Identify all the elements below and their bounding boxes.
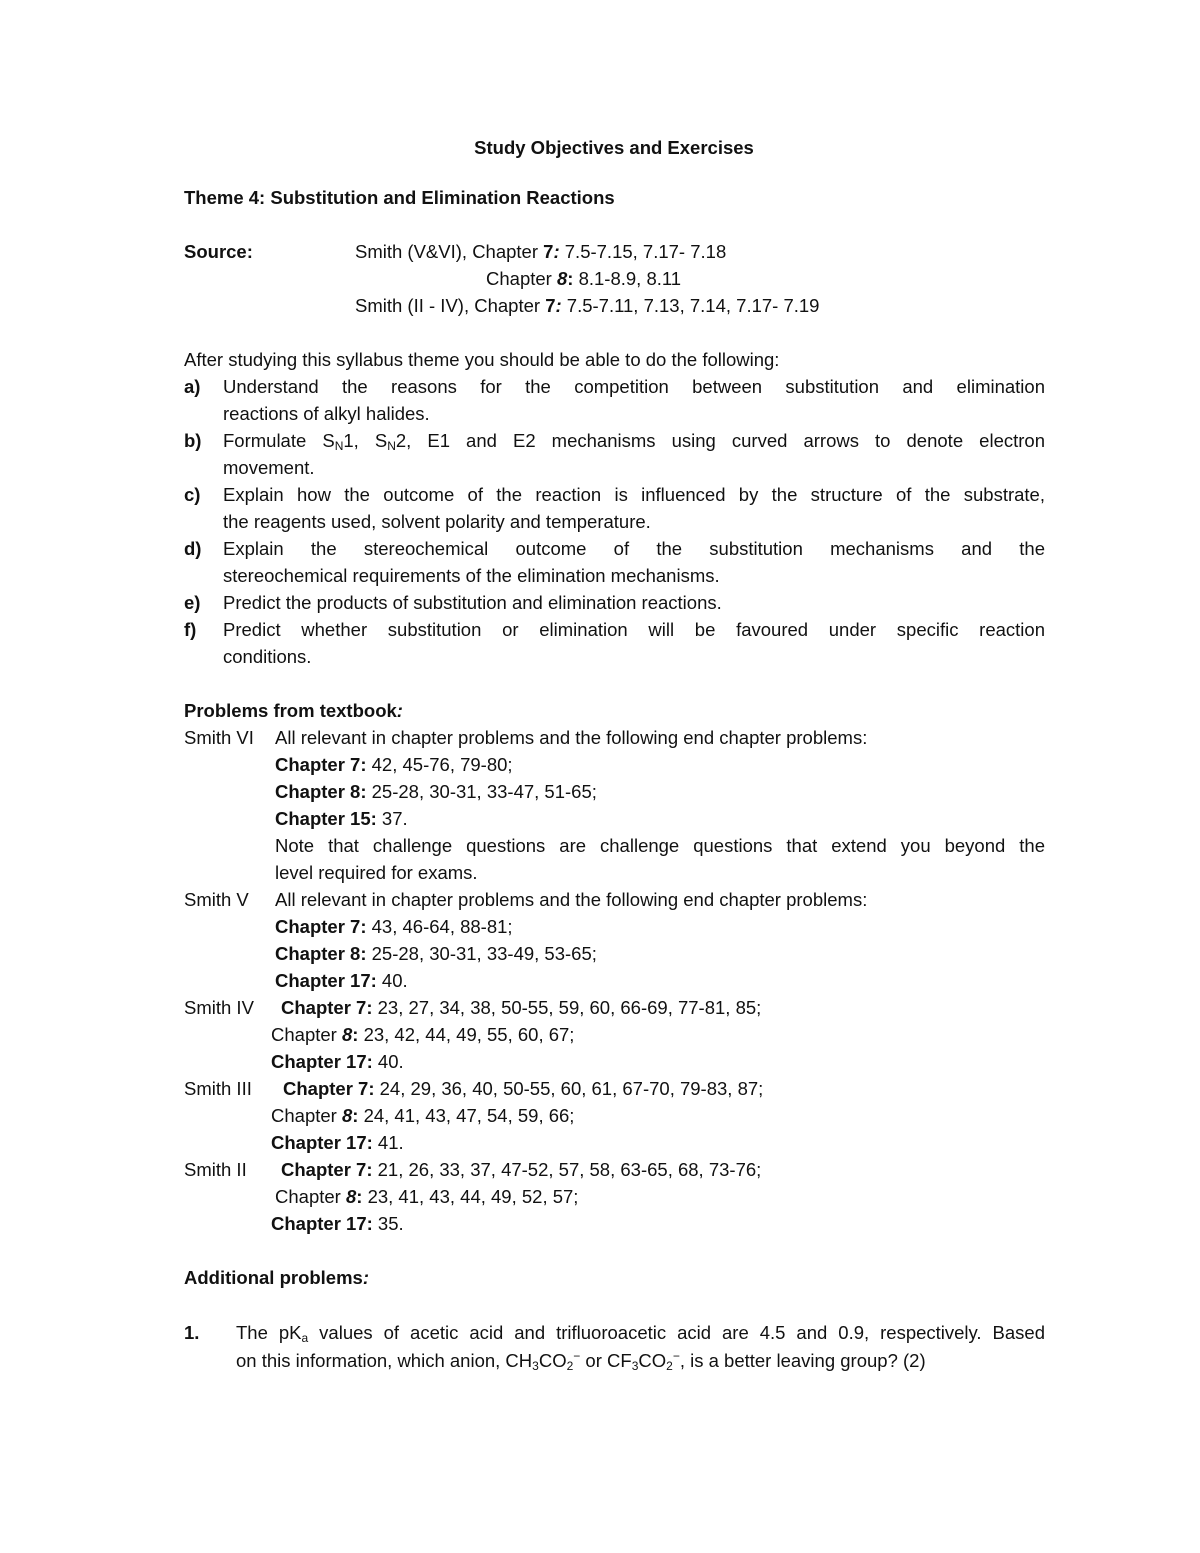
- problem-number: 1.: [184, 1322, 200, 1343]
- edition-label: Smith VI: [184, 727, 254, 748]
- note-text: level required for exams.: [275, 862, 478, 883]
- objective-letter: b): [184, 430, 202, 451]
- chapter-line: Chapter 8: 25-28, 30-31, 33-47, 51-65;: [275, 781, 597, 802]
- chapter-line: Chapter 7: 24, 29, 36, 40, 50-55, 60, 61, 67-70, 79-83, 87;: [283, 1078, 764, 1099]
- objective-text: reactions of alkyl halides.: [223, 403, 430, 424]
- objective-text: Predict the products of substitution and elimination reactions.: [223, 592, 722, 613]
- objective-text: movement.: [223, 457, 315, 478]
- edition-label: Smith IV: [184, 997, 254, 1018]
- edition-label: Smith V: [184, 889, 249, 910]
- objective-letter: f): [184, 619, 197, 640]
- objective-letter: e): [184, 592, 201, 613]
- chapter-line: Chapter 15: 37.: [275, 808, 408, 829]
- objective-letter: d): [184, 538, 202, 559]
- objective-text: Formulate $S_N1$, $S_N2$, E1 and E2 mechanisms using curved arrows to denote electron: [223, 430, 1045, 453]
- objective-letter: a): [184, 376, 201, 397]
- problems-heading: Problems from textbook:: [184, 700, 403, 721]
- additional-heading: Additional problems:: [184, 1267, 370, 1288]
- source-line-3: Smith (II - IV), Chapter 7: 7.5-7.11, 7.13, 7.14, 7.17- 7.19: [355, 295, 820, 316]
- theme-heading: Theme 4: Substitution and Elimination Reactions: [184, 187, 615, 208]
- objective-text: the reagents used, solvent polarity and temperature.: [223, 511, 651, 532]
- objective-text: Predict whether substitution or elimination will be favoured under specific reaction: [223, 619, 1045, 640]
- edition-intro: All relevant in chapter problems and the following end chapter problems:: [275, 889, 868, 910]
- edition-intro: All relevant in chapter problems and the following end chapter problems:: [275, 727, 868, 748]
- chapter-line: Chapter 7: 21, 26, 33, 37, 47-52, 57, 58, 63-65, 68, 73-76;: [281, 1159, 762, 1180]
- objectives-intro: After studying this syllabus theme you should be able to do the following:: [184, 349, 780, 370]
- source-label: Source:: [184, 241, 253, 262]
- chapter-line: Chapter 8: 23, 42, 44, 49, 55, 60, 67;: [271, 1024, 575, 1045]
- objective-letter: c): [184, 484, 201, 505]
- source-line-1: Smith (V&VI), Chapter 7: 7.5-7.15, 7.17- 7.18: [355, 241, 727, 262]
- edition-label: Smith III: [184, 1078, 252, 1099]
- chapter-line: Chapter 17: 41.: [271, 1132, 404, 1153]
- chapter-line: Chapter 7: 42, 45-76, 79-80;: [275, 754, 513, 775]
- problem-text: The $pK_a$ values of acetic acid and trifluoroacetic acid are 4.5 and 0.9, respectively. Based: [236, 1322, 1045, 1345]
- objective-text: conditions.: [223, 646, 312, 667]
- chapter-line: Chapter 8: 23, 41, 43, 44, 49, 52, 57;: [275, 1186, 579, 1207]
- chapter-line: Chapter 17: 40.: [271, 1051, 404, 1072]
- source-line-2: Chapter 8: 8.1-8.9, 8.11: [486, 268, 682, 289]
- chapter-line: Chapter 8: 25-28, 30-31, 33-49, 53-65;: [275, 943, 597, 964]
- note-text: Note that challenge questions are challenge questions that extend you beyond the: [275, 835, 1045, 856]
- chapter-line: Chapter 8: 24, 41, 43, 47, 54, 59, 66;: [271, 1105, 575, 1126]
- objective-text: Explain how the outcome of the reaction is influenced by the structure of the substrate,: [223, 484, 1045, 505]
- chapter-line: Chapter 7: 43, 46-64, 88-81;: [275, 916, 513, 937]
- document-title: Study Objectives and Exercises: [474, 137, 754, 158]
- edition-label: Smith II: [184, 1159, 247, 1180]
- objective-text: stereochemical requirements of the elimination mechanisms.: [223, 565, 720, 586]
- chapter-line: Chapter 17: 40.: [275, 970, 408, 991]
- problem-text: on this information, which anion, $CH_3CO_2^-$ or $CF_3CO_2^-$, is a better leaving group? (2): [236, 1349, 926, 1373]
- chapter-line: Chapter 7: 23, 27, 34, 38, 50-55, 59, 60, 66-69, 77-81, 85;: [281, 997, 762, 1018]
- objective-text: Understand the reasons for the competition between substitution and elimination: [223, 376, 1045, 397]
- chapter-line: Chapter 17: 35.: [271, 1213, 404, 1234]
- objective-text: Explain the stereochemical outcome of the substitution mechanisms and the: [223, 538, 1045, 559]
